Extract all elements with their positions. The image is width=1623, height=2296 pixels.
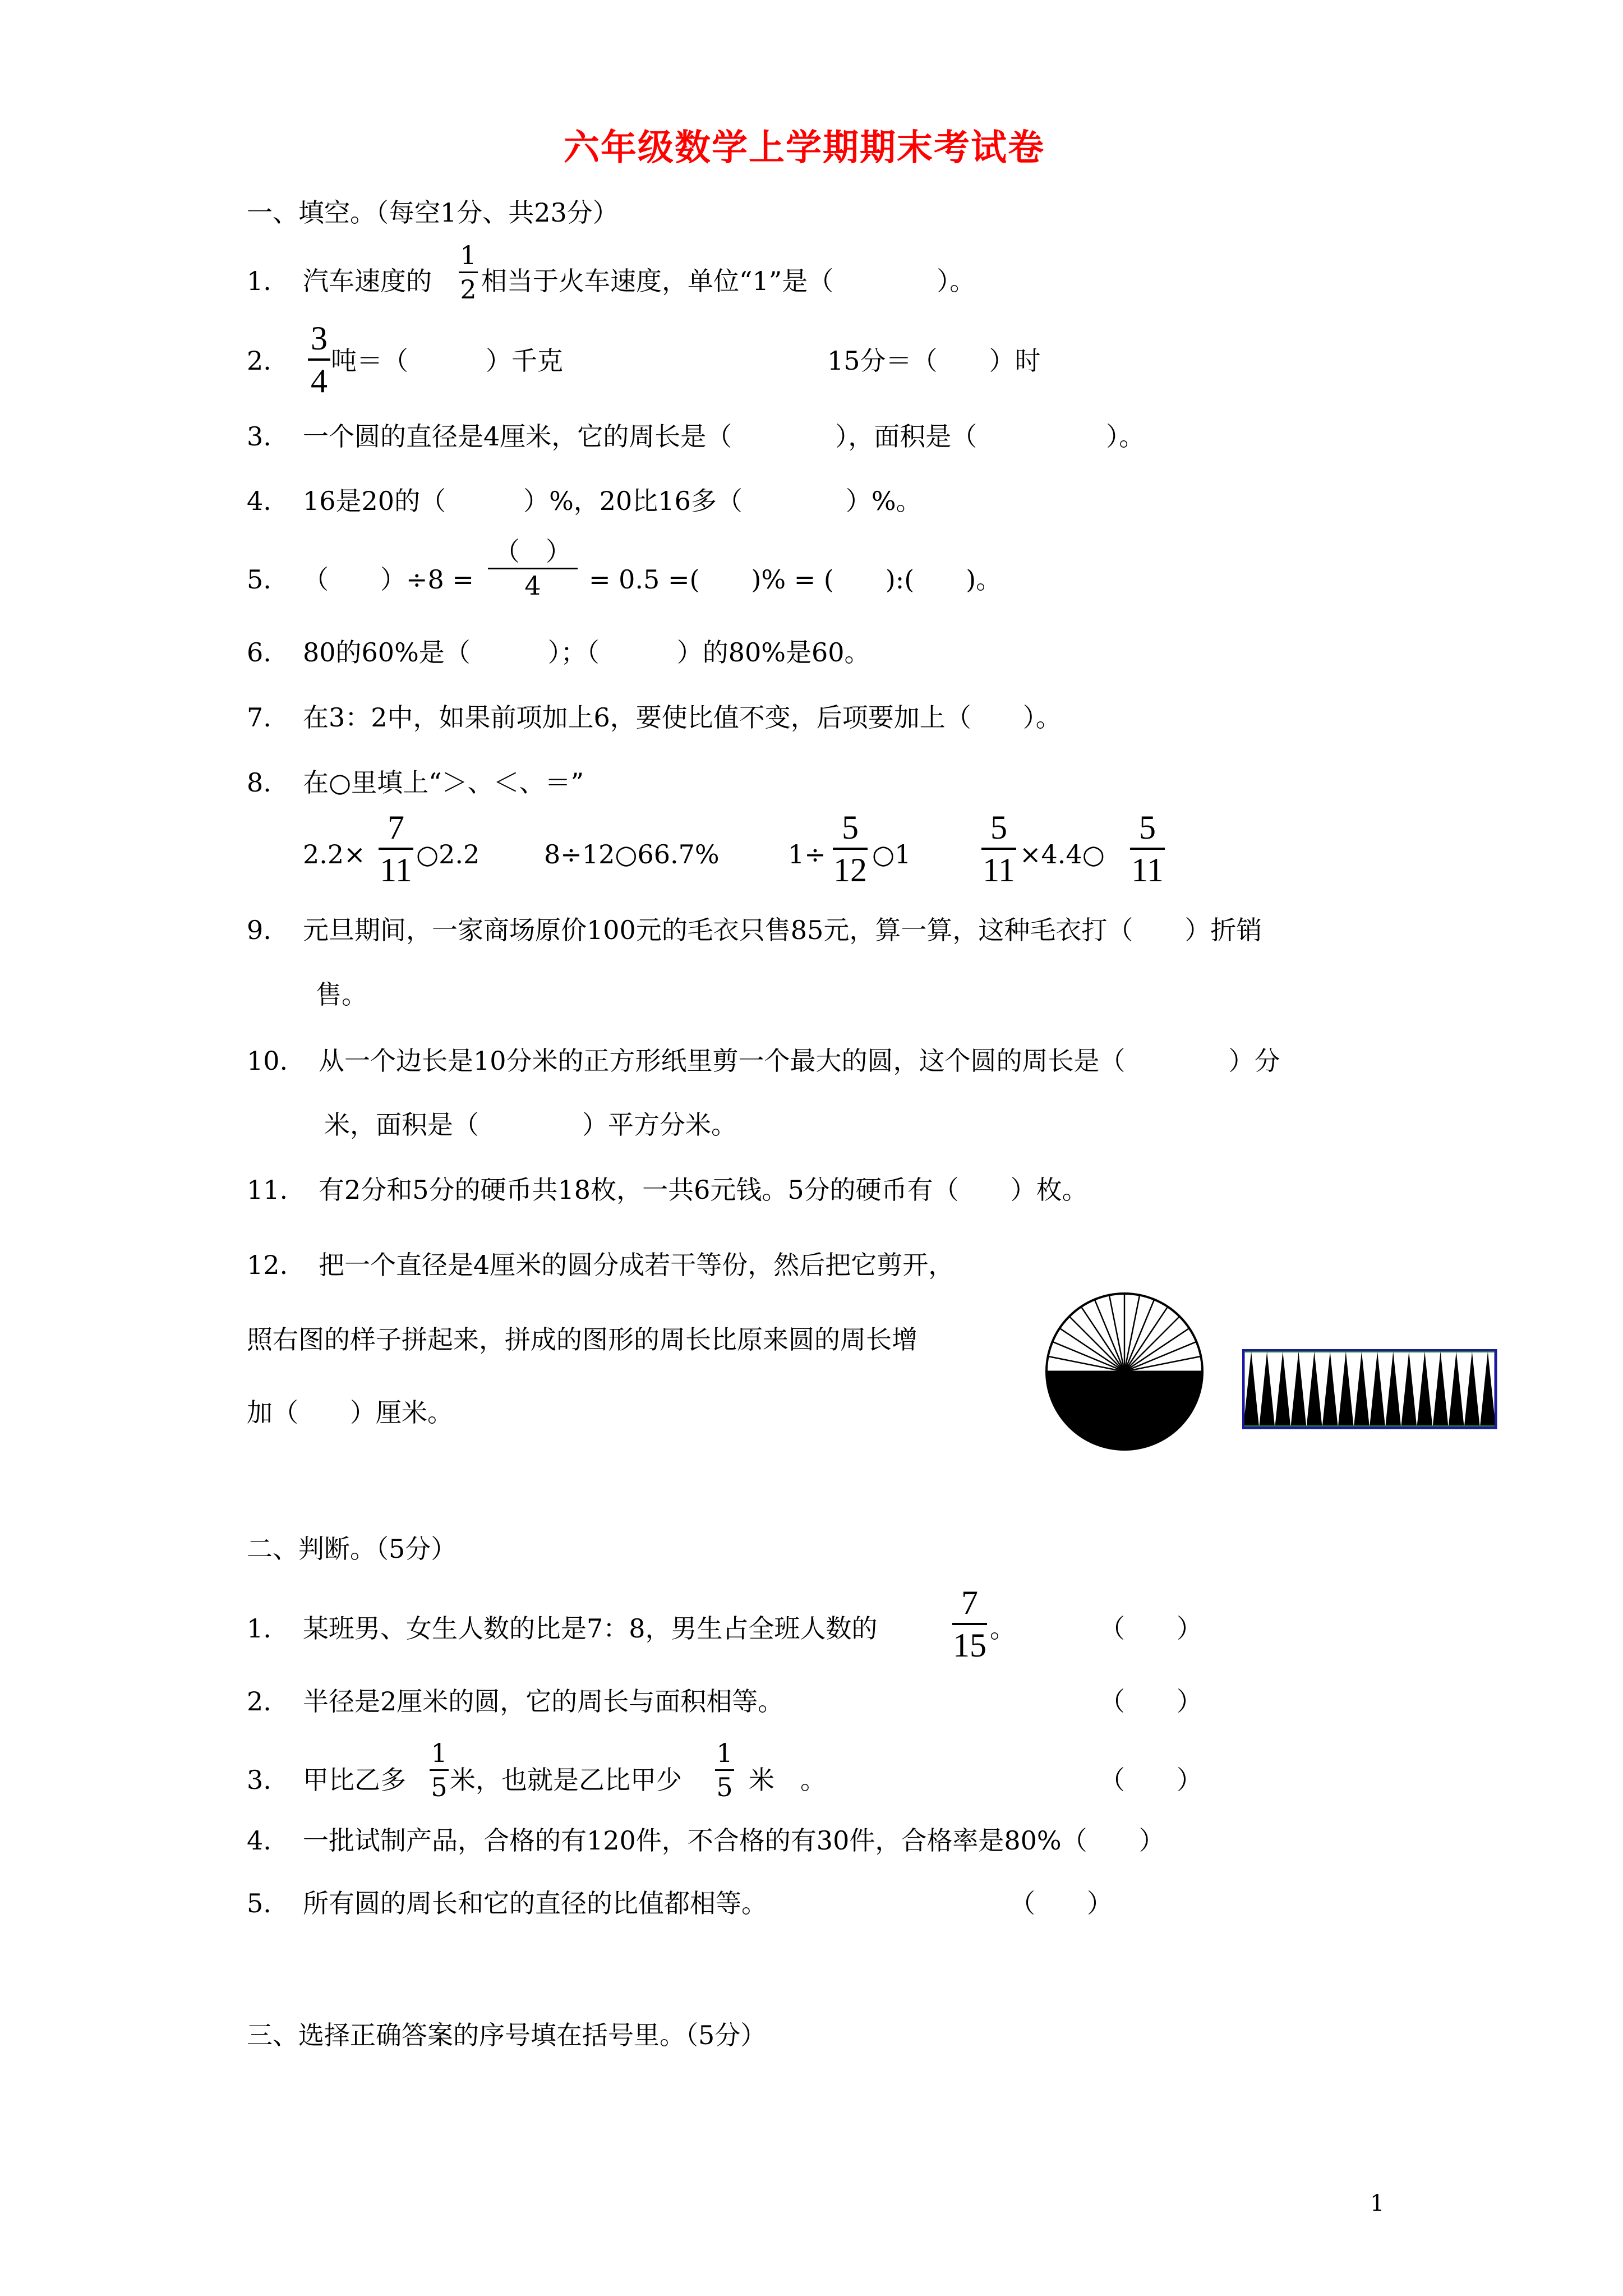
s2-q3-answer-paren: （ ） bbox=[1099, 1765, 1202, 1795]
q8-compare-1-fraction: 7 11 bbox=[379, 811, 413, 887]
section-3-heading: 三、选择正确答案的序号填在括号里。（5分） bbox=[247, 2020, 767, 2050]
s2-q1-fraction: 7 15 bbox=[953, 1584, 986, 1664]
s2-q2-number: 2. bbox=[247, 1686, 271, 1717]
page-title: 六年级数学上学期期末考试卷 bbox=[564, 127, 1045, 169]
s2-q2-answer-paren: （ ） bbox=[1099, 1686, 1202, 1717]
q8-compare-4-fraction-1: 5 11 bbox=[981, 811, 1016, 887]
q2-fraction: 3 4 bbox=[308, 321, 330, 398]
s2-q2-text: 半径是2厘米的圆，它的周长与面积相等。 bbox=[303, 1686, 784, 1717]
section-2-heading: 二、判断。（5分） bbox=[247, 1534, 457, 1564]
q1-text-post: 相当于火车速度，单位“1”是（ ）。 bbox=[481, 266, 976, 296]
q8-compare-2: 8÷12○66.7% bbox=[544, 839, 720, 869]
q11-text: 有2分和5分的硬币共18枚，一共6元钱。5分的硬币有（ ）枚。 bbox=[319, 1175, 1088, 1205]
q8-number: 8. bbox=[247, 767, 271, 798]
q5-number: 5. bbox=[247, 564, 271, 595]
q1-number: 1. bbox=[247, 266, 271, 296]
q8-compare-4-fraction-2: 5 11 bbox=[1130, 811, 1165, 887]
s2-q3-fraction-1: 1 5 bbox=[430, 1740, 449, 1800]
s2-q4-number: 4. bbox=[247, 1825, 271, 1856]
s2-q3-text-post: 米 。 bbox=[749, 1765, 826, 1795]
q8-compare-1-post: ○2.2 bbox=[416, 839, 480, 869]
q12-text-line2: 照右图的样子拼起来，拼成的图形的周长比原来圆的周长增 bbox=[247, 1324, 917, 1355]
q6-text: 80的60%是（ ）；（ ）的80%是60。 bbox=[303, 637, 870, 668]
q1-fraction: 1 2 bbox=[459, 242, 478, 302]
q8-compare-3-post: ○1 bbox=[872, 839, 911, 869]
s2-q1-number: 1. bbox=[247, 1613, 271, 1644]
q12-text-line3: 加（ ）厘米。 bbox=[247, 1397, 453, 1428]
s2-q1-text-post: 。 bbox=[990, 1613, 1016, 1644]
q1-text-pre: 汽车速度的 bbox=[303, 266, 432, 296]
q2-text-b: 15分＝（ ）时 bbox=[827, 346, 1041, 376]
q4-number: 4. bbox=[247, 486, 271, 516]
s2-q5-number: 5. bbox=[247, 1888, 271, 1918]
s2-q3-number: 3. bbox=[247, 1765, 271, 1795]
q12-text-line1: 把一个直径是4厘米的圆分成若干等份，然后把它剪开， bbox=[319, 1250, 955, 1280]
s2-q3-text-pre: 甲比乙多 bbox=[303, 1765, 406, 1795]
s2-q3-text-mid: 米，也就是乙比甲少 bbox=[450, 1765, 682, 1795]
q7-text: 在3：2中，如果前项加上6，要使比值不变，后项要加上（ ）。 bbox=[303, 702, 1062, 733]
q4-text: 16是20的（ ）%，20比16多（ ）%。 bbox=[303, 486, 922, 516]
q9-text-line2: 售。 bbox=[316, 979, 367, 1010]
q9-number: 9. bbox=[247, 915, 271, 945]
page-number: 1 bbox=[1370, 2191, 1385, 2216]
rearranged-rectangle-figure bbox=[1242, 1349, 1497, 1430]
q6-number: 6. bbox=[247, 637, 271, 668]
q8-text: 在○里填上“＞、＜、＝” bbox=[303, 767, 584, 798]
q11-number: 11. bbox=[247, 1175, 288, 1205]
q5-text-pre: （ ）÷8 = bbox=[303, 564, 474, 595]
s2-q4-text: 一批试制产品，合格的有120件，不合格的有30件，合格率是80%（ ） bbox=[303, 1825, 1165, 1856]
q2-text-a: 吨＝（ ）千克 bbox=[331, 346, 563, 376]
q8-compare-1-pre: 2.2× bbox=[303, 839, 366, 869]
s2-q3-fraction-2: 1 5 bbox=[715, 1740, 734, 1800]
section-1-heading: 一、填空。（每空1分、共23分） bbox=[247, 197, 619, 228]
q3-number: 3. bbox=[247, 421, 271, 452]
s2-q5-text: 所有圆的周长和它的直径的比值都相等。 bbox=[303, 1888, 767, 1918]
q10-number: 10. bbox=[247, 1046, 288, 1076]
q9-text-line1: 元旦期间，一家商场原价100元的毛衣只售85元，算一算，这种毛衣打（ ）折销 bbox=[303, 915, 1262, 945]
s2-q5-answer-paren: （ ） bbox=[1009, 1888, 1113, 1918]
q8-compare-4-mid: ×4.4○ bbox=[1020, 839, 1105, 869]
q10-text-line1: 从一个边长是10分米的正方形纸里剪一个最大的圆，这个圆的周长是（ ）分 bbox=[319, 1046, 1280, 1076]
s2-q1-text-pre: 某班男、女生人数的比是7：8，男生占全班人数的 bbox=[303, 1613, 878, 1644]
q2-number: 2. bbox=[247, 346, 271, 376]
q8-compare-3-fraction: 5 12 bbox=[833, 809, 867, 889]
q8-compare-3-pre: 1÷ bbox=[788, 839, 826, 869]
q10-text-line2: 米，面积是（ ）平方分米。 bbox=[324, 1110, 737, 1140]
circle-sectors-figure bbox=[1043, 1290, 1206, 1453]
s2-q1-answer-paren: （ ） bbox=[1099, 1613, 1202, 1644]
q3-text: 一个圆的直径是4厘米，它的周长是（ ），面积是（ ）。 bbox=[303, 421, 1145, 452]
q7-number: 7. bbox=[247, 702, 271, 733]
q12-number: 12. bbox=[247, 1250, 288, 1280]
q5-text-post: = 0.5 =( )% = ( ):( )。 bbox=[589, 564, 1002, 595]
q5-fraction: （ ） 4 bbox=[488, 539, 578, 599]
